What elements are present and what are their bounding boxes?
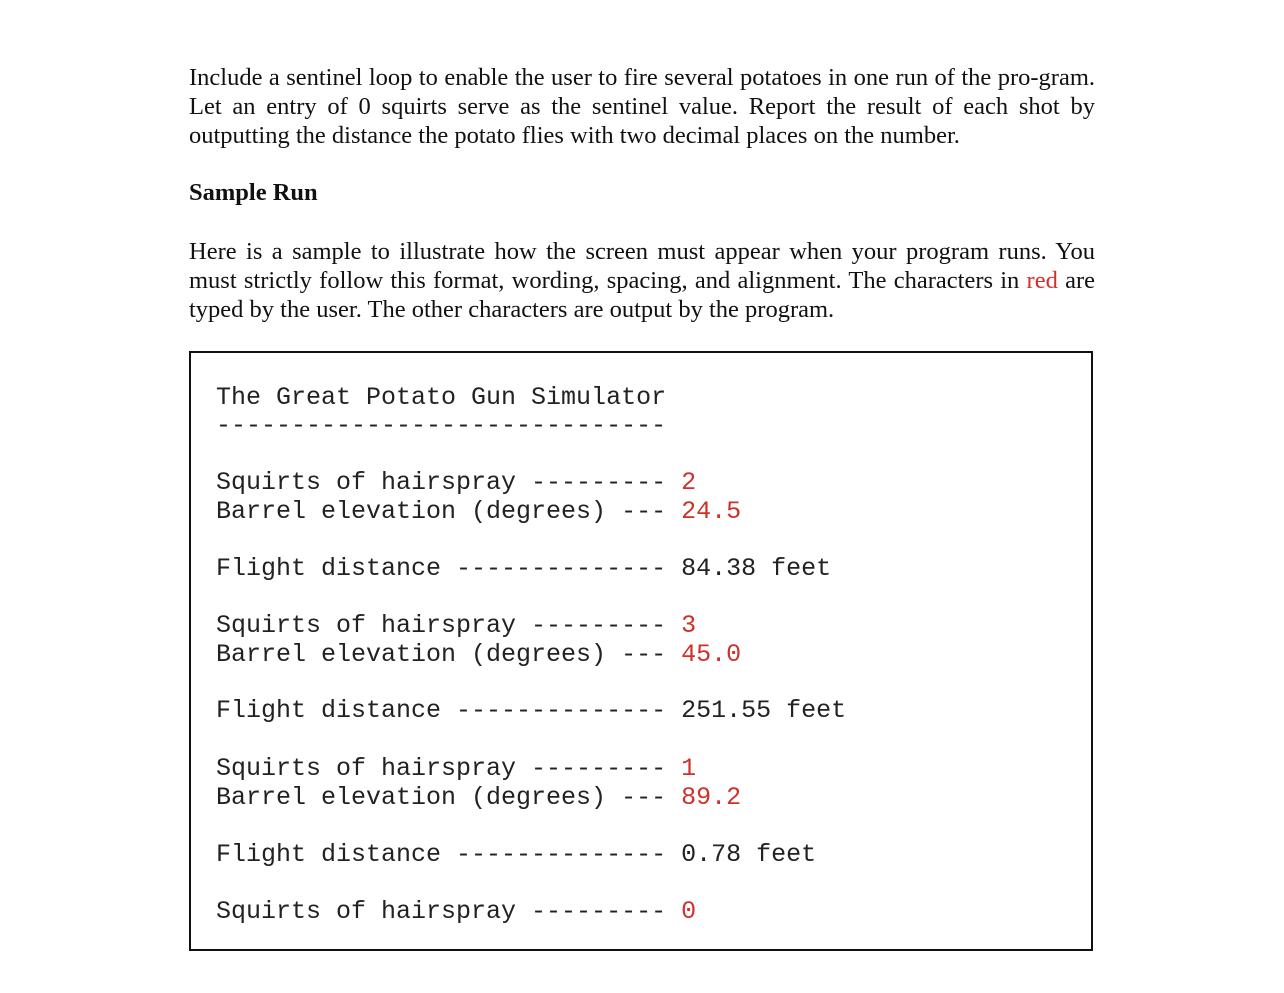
distance-line xyxy=(216,554,831,583)
red-word: red xyxy=(1026,267,1058,294)
squirts-line xyxy=(216,611,696,640)
distance-label: Flight distance -------------- xyxy=(216,554,682,583)
distance-value: 84.38 feet xyxy=(681,554,832,583)
description-text-start: Here is a sample to illustrate how the screen must appear when your program runs. You must strictly follow this format, wording, spacing, and alignment. The characters in xyxy=(189,238,1095,294)
sample-run-console xyxy=(189,351,1093,951)
elevation-input: 24.5 xyxy=(681,497,742,526)
distance-label: Flight distance -------------- xyxy=(216,840,682,869)
elevation-prompt: Barrel elevation (degrees) --- xyxy=(216,640,682,669)
elevation-input: 89.2 xyxy=(681,783,742,812)
squirts-input: 1 xyxy=(681,754,697,783)
squirts-line xyxy=(216,754,696,783)
section-heading: Sample Run xyxy=(189,179,318,206)
distance-value: 0.78 feet xyxy=(681,840,817,869)
console-title-underline: ------------------------------ xyxy=(216,411,667,440)
elevation-prompt: Barrel elevation (degrees) --- xyxy=(216,497,682,526)
squirts-line xyxy=(216,468,696,497)
elevation-prompt: Barrel elevation (degrees) --- xyxy=(216,783,682,812)
elevation-line xyxy=(216,497,741,526)
squirts-input-sentinel: 0 xyxy=(681,897,697,926)
distance-line xyxy=(216,840,816,869)
distance-value: 251.55 feet xyxy=(681,696,847,725)
squirts-prompt: Squirts of hairspray --------- xyxy=(216,897,682,926)
squirts-line-final xyxy=(216,897,696,926)
squirts-prompt: Squirts of hairspray --------- xyxy=(216,754,682,783)
description-paragraph xyxy=(189,237,1095,324)
description-text-end: are typed by the user. The other characters are output by the program. xyxy=(189,267,1095,323)
instruction-paragraph: Include a sentinel loop to enable the user to fire several potatoes in one run of the pro-gram. Let an entry of 0 squirts serve as the sentinel value. Report the result of each shot by outputting the distance the potato flies with two decimal places on the number. xyxy=(189,64,1095,149)
console-title: The Great Potato Gun Simulator xyxy=(216,383,667,412)
distance-label: Flight distance -------------- xyxy=(216,696,682,725)
squirts-prompt: Squirts of hairspray --------- xyxy=(216,611,682,640)
squirts-prompt: Squirts of hairspray --------- xyxy=(216,468,682,497)
elevation-line xyxy=(216,783,741,812)
distance-line xyxy=(216,696,846,725)
elevation-line xyxy=(216,640,741,669)
squirts-input: 3 xyxy=(681,611,697,640)
squirts-input: 2 xyxy=(681,468,697,497)
elevation-input: 45.0 xyxy=(681,640,742,669)
